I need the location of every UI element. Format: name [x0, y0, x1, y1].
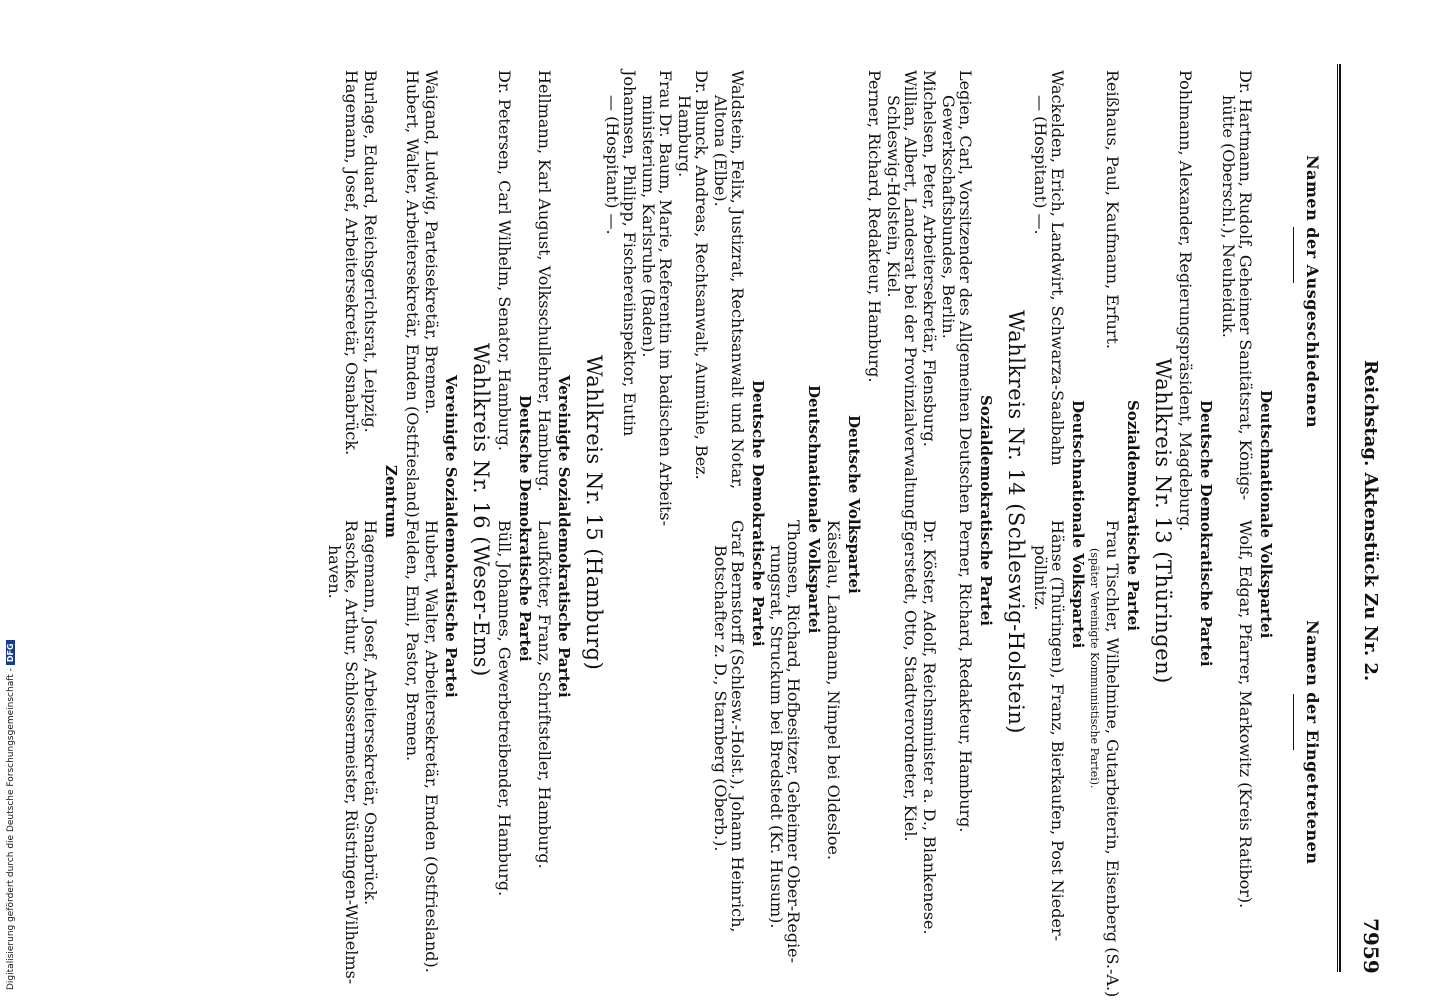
party-heading: Zentrum [382, 465, 400, 539]
entered-member-note: (später Vereinigte Kommunistische Partei). [1088, 548, 1101, 789]
entered-member: Dr. Köster, Adolf, Reichsminister a. D., Blankenese. [920, 520, 939, 935]
entered-member: Wolf, Edgar, Pfarrer, Markowitz (Kreis Ratibor). [1236, 520, 1255, 909]
departed-member: Frau Dr. Baum, Marie, Referentin im badischen Arbeits- [656, 70, 675, 527]
departed-member: Wackelden, Erich, Landwirt, Schwarza-Saalbahn [1048, 70, 1067, 466]
party-heading: Sozialdemokratische Partei [977, 395, 995, 626]
party-heading: Deutschnationale Volkspartei [805, 385, 823, 634]
departed-member-cont: Gewerkschaftsbundes, Berlin. [939, 95, 958, 339]
departed-member-cont: hütte (Oberschl.), Neuheiduk. [1219, 95, 1238, 338]
departed-member-cont: Schleswig-Holstein, Kiel. [884, 95, 903, 298]
party-heading: Deutsche Volkspartei [845, 415, 863, 594]
footer-text: Digitalisierung gefördert durch die Deutsche Forschungsgemeinschaft - [6, 668, 16, 990]
entered-member: Felden, Emil, Pastor, Bremen. [403, 520, 422, 762]
departed-member: Willian, Albert, Landesrat bei der Provinzialverwaltung [901, 70, 920, 520]
entered-member: Perner, Richard, Redakteur, Hamburg. [956, 520, 975, 833]
column-head-left-rule [1293, 227, 1294, 283]
column-head-left: Namen der Ausgeschiedenen [1303, 155, 1322, 429]
entered-member-cont: pöllnitz. [1031, 545, 1050, 611]
entered-member: Frau Tischler, Wilhelmine, Gutarbeiterin, Eisenberg (S.-A.) [1103, 520, 1122, 998]
entered-member: Hänse (Thüringen), Franz, Bierkaufen, Post Nieder- [1048, 520, 1067, 942]
departed-member: Waldstein, Felix, Justizrat, Rechtsanwalt und Notar, [728, 70, 747, 490]
departed-member: Legien, Carl, Vorsitzender des Allgemeinen Deutschen [956, 70, 975, 514]
departed-member: Johannsen, Philipp, Fischereiinspektor, Eutin [620, 70, 639, 437]
entered-member: Hagemann, Josef, Arbeitersekretär, Osnabrück. [361, 520, 380, 906]
departed-member: Michelsen, Peter, Arbeitersekretär, Flensburg. [920, 70, 939, 447]
party-heading: Sozialdemokratische Partei [1124, 400, 1142, 631]
entered-member-cont: rungsrat, Struckum bei Bredstedt (Kr. Husum). [767, 545, 786, 929]
departed-member: Dr. Hartmann, Rudolf, Geheimer Sanitätsrat, Königs- [1236, 70, 1255, 501]
party-heading: Deutsche Demokratische Partei [1197, 400, 1215, 667]
dfg-logo: DFG [6, 640, 15, 665]
party-heading: Deutsche Demokratische Partei [516, 395, 534, 662]
constituency-heading: Wahlkreis Nr. 16 (Weser-Ems) [469, 343, 493, 677]
page-number: 7959 [1359, 918, 1383, 974]
entered-member-cont: Botschafter z. D., Starnberg (Oberb.). [711, 545, 730, 852]
departed-member-cont: ministerium, Karlsruhe (Baden). [639, 95, 658, 358]
column-head-right: Namen der Eingetretenen [1303, 620, 1322, 865]
departed-member: Hellmann, Karl August, Volksschullehrer, Hamburg. [535, 70, 554, 492]
party-heading: Deutschnationale Volkspartei [1257, 390, 1275, 639]
header-rule [1339, 64, 1341, 972]
constituency-heading: Wahlkreis Nr. 14 (Schleswig-Holstein) [1004, 310, 1028, 735]
departed-member: Perner, Richard, Redakteur, Hamburg. [865, 70, 884, 383]
running-header: Reichstag. Aktenstück Zu Nr. 2. [1360, 360, 1381, 682]
departed-member: Burlage, Eduard, Reichsgerichtsrat, Leipzig. [361, 70, 380, 433]
entered-member: Graf Bernstorff (Schlesw.-Holst.), Johann Heinrich, [728, 520, 747, 933]
party-heading: Deutsche Demokratische Partei [749, 380, 767, 647]
entered-member: Hubert, Walter, Arbeitersekretär, Emden (Ostfriesland). [422, 520, 441, 973]
departed-member: Reißhaus, Paul, Kaufmann, Erfurt. [1103, 70, 1122, 349]
constituency-heading: Wahlkreis Nr. 15 (Hamburg) [582, 355, 606, 671]
party-heading: Deutschnationale Volkspartei [1069, 400, 1087, 649]
departed-member: Hagemann, Josef, Arbeitersekretär, Osnabrück. [342, 70, 361, 456]
departed-member-cont: Hamburg. [675, 95, 694, 178]
entered-member: Thomsen, Richard, Hofbesitzer, Geheimer Ober-Regie- [784, 520, 803, 964]
departed-member-cont: — (Hospitant) —. [1031, 95, 1050, 235]
entered-member: Egerstedt, Otto, Stadtverordneter, Kiel. [901, 520, 920, 842]
departed-member: Hubert, Walter, Arbeitersekretär, Emden (Ostfriesland). [403, 70, 422, 523]
departed-member: Dr. Petersen, Carl Wilhelm, Senator, Hamburg. [495, 70, 514, 451]
departed-member-cont: Altona (Elbe). [711, 95, 730, 207]
column-head-right-rule [1293, 694, 1294, 750]
departed-member: Waigand, Ludwig, Parteisekretär, Bremen. [422, 70, 441, 415]
constituency-heading: Wahlkreis Nr. 13 (Thüringen) [1151, 358, 1175, 684]
entered-member: Raschke, Arthur, Schlossermeister, Rüstringen-Wilhelms- [342, 520, 361, 985]
digitization-footer [6, 0, 20, 990]
entered-member-cont: haven. [325, 545, 344, 599]
entered-member: Laufkötter, Franz, Schriftsteller, Hamburg. [535, 520, 554, 869]
departed-member-cont: — (Hospitant) —. [603, 95, 622, 235]
departed-member: Dr. Blunck, Andreas, Rechtsanwalt, Aumühle, Bez. [692, 70, 711, 480]
entered-member: Käselau, Landmann, Nimpel bei Oldesloe. [824, 520, 843, 861]
party-heading: Vereinigte Sozialdemokratische Partei [442, 375, 460, 698]
party-heading: Vereinigte Sozialdemokratische Partei [555, 375, 573, 698]
entered-member: Büll, Johannes, Gewerbetreibender, Hamburg. [495, 520, 514, 897]
header-rule-thin [1337, 64, 1338, 972]
departed-member: Pohlmann, Alexander, Regierungspräsident, Magdeburg. [1176, 70, 1195, 532]
